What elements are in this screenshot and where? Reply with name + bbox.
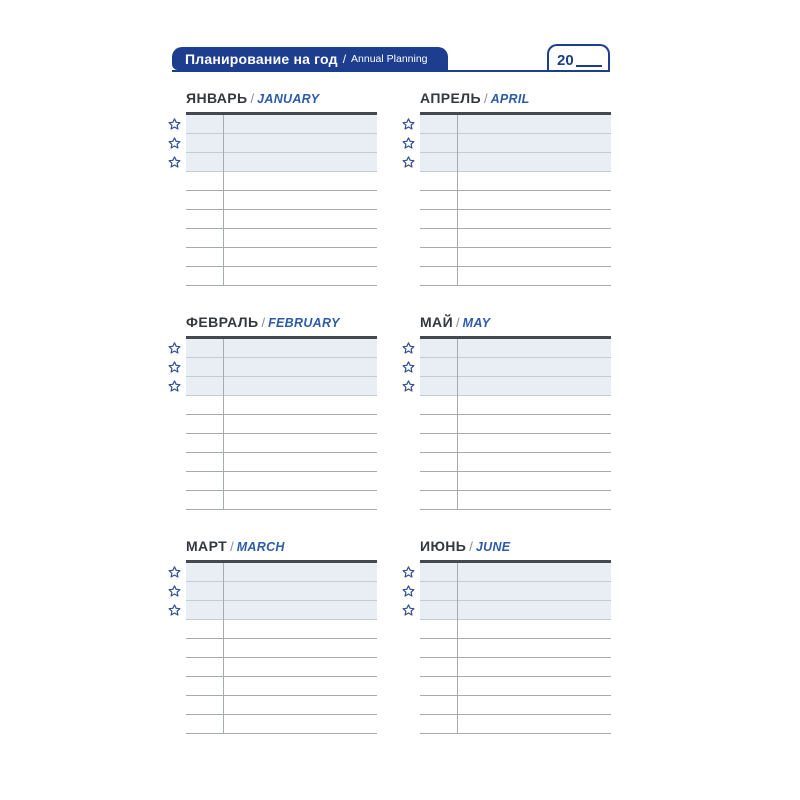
writing-line — [420, 210, 611, 229]
month-name-en: JUNE — [475, 540, 511, 554]
priority-row — [186, 134, 377, 153]
month-separator: / — [483, 91, 488, 106]
header-title-bar — [172, 47, 448, 70]
priority-row — [420, 563, 611, 582]
month-name-ru: МАЙ — [420, 314, 454, 330]
month-table — [420, 112, 611, 286]
writing-line — [186, 472, 377, 491]
writing-line — [186, 267, 377, 286]
writing-line — [186, 434, 377, 453]
star-outline-icon — [168, 156, 181, 169]
month-header — [420, 538, 611, 555]
month-table — [420, 336, 611, 510]
month-block — [402, 538, 611, 734]
priority-row — [420, 115, 611, 134]
writing-line — [186, 696, 377, 715]
writing-line — [420, 620, 611, 639]
month-block — [402, 314, 611, 510]
writing-line — [420, 191, 611, 210]
priority-row — [186, 358, 377, 377]
star-outline-icon — [402, 380, 415, 393]
writing-line — [186, 415, 377, 434]
priority-row — [420, 377, 611, 396]
column-divider-line — [457, 339, 458, 510]
writing-line — [186, 248, 377, 267]
month-name-ru: ЯНВАРЬ — [186, 90, 248, 106]
month-separator: / — [261, 315, 266, 330]
month-table — [186, 112, 377, 286]
priority-row — [186, 563, 377, 582]
star-outline-icon — [402, 137, 415, 150]
writing-line — [420, 434, 611, 453]
month-name-ru: МАРТ — [186, 538, 228, 554]
writing-line — [420, 229, 611, 248]
star-outline-icon — [402, 604, 415, 617]
month-block — [168, 90, 377, 286]
month-table — [186, 336, 377, 510]
writing-line — [420, 415, 611, 434]
month-block — [168, 538, 377, 734]
title-separator: / — [342, 51, 347, 66]
writing-line — [420, 172, 611, 191]
star-outline-icon — [402, 342, 415, 355]
column-divider-line — [457, 563, 458, 734]
priority-row — [420, 339, 611, 358]
month-header — [186, 538, 377, 555]
writing-line — [186, 191, 377, 210]
writing-line — [186, 715, 377, 734]
month-block — [402, 90, 611, 286]
page-title: Планирование на год — [185, 50, 338, 67]
writing-line — [186, 210, 377, 229]
year-box — [547, 44, 610, 70]
writing-line — [186, 396, 377, 415]
priority-row — [420, 601, 611, 620]
writing-line — [186, 658, 377, 677]
star-outline-icon — [402, 361, 415, 374]
writing-line — [420, 267, 611, 286]
priority-row — [420, 134, 611, 153]
priority-row — [186, 115, 377, 134]
months-grid — [168, 90, 611, 734]
writing-line — [420, 715, 611, 734]
writing-line — [420, 639, 611, 658]
month-header — [186, 314, 377, 331]
star-outline-icon — [168, 137, 181, 150]
star-outline-icon — [168, 604, 181, 617]
star-outline-icon — [402, 566, 415, 579]
month-name-en: MAY — [462, 316, 491, 330]
priority-row — [420, 358, 611, 377]
writing-line — [420, 491, 611, 510]
writing-line — [186, 620, 377, 639]
month-block — [168, 314, 377, 510]
month-header — [420, 90, 611, 107]
writing-line — [420, 696, 611, 715]
month-name-ru: АПРЕЛЬ — [420, 90, 481, 106]
column-divider-line — [223, 339, 224, 510]
priority-row — [186, 582, 377, 601]
star-outline-icon — [402, 118, 415, 131]
writing-line — [420, 677, 611, 696]
month-separator: / — [230, 539, 234, 554]
writing-line — [420, 472, 611, 491]
month-table — [186, 560, 377, 734]
star-outline-icon — [168, 380, 181, 393]
priority-row — [420, 582, 611, 601]
priority-row — [186, 153, 377, 172]
column-divider-line — [223, 115, 224, 286]
priority-row — [186, 339, 377, 358]
star-outline-icon — [402, 585, 415, 598]
writing-line — [420, 396, 611, 415]
writing-line — [186, 639, 377, 658]
year-blank-line — [576, 65, 602, 67]
writing-line — [420, 453, 611, 472]
month-separator: / — [456, 315, 460, 330]
year-label: 20 — [557, 52, 574, 69]
month-name-ru: ФЕВРАЛЬ — [186, 314, 259, 330]
column-divider-line — [223, 563, 224, 734]
month-separator: / — [469, 539, 473, 554]
page-subtitle: Annual Planning — [351, 52, 428, 65]
writing-line — [186, 172, 377, 191]
writing-line — [186, 491, 377, 510]
month-name-en: FEBRUARY — [268, 316, 340, 330]
star-outline-icon — [168, 566, 181, 579]
writing-line — [186, 677, 377, 696]
star-outline-icon — [168, 342, 181, 355]
priority-row — [186, 601, 377, 620]
star-outline-icon — [168, 585, 181, 598]
writing-line — [186, 229, 377, 248]
month-header — [186, 90, 377, 107]
month-name-en: APRIL — [490, 92, 530, 106]
writing-line — [420, 658, 611, 677]
star-outline-icon — [168, 118, 181, 131]
month-header — [420, 314, 611, 331]
writing-line — [186, 453, 377, 472]
header-rule — [172, 70, 610, 72]
star-outline-icon — [168, 361, 181, 374]
writing-line — [420, 248, 611, 267]
star-outline-icon — [402, 156, 415, 169]
column-divider-line — [457, 115, 458, 286]
month-name-en: MARCH — [236, 540, 285, 554]
month-name-ru: ИЮНЬ — [420, 538, 467, 554]
priority-row — [420, 153, 611, 172]
priority-row — [186, 377, 377, 396]
month-name-en: JANUARY — [257, 92, 320, 106]
month-table — [420, 560, 611, 734]
month-separator: / — [250, 91, 255, 106]
